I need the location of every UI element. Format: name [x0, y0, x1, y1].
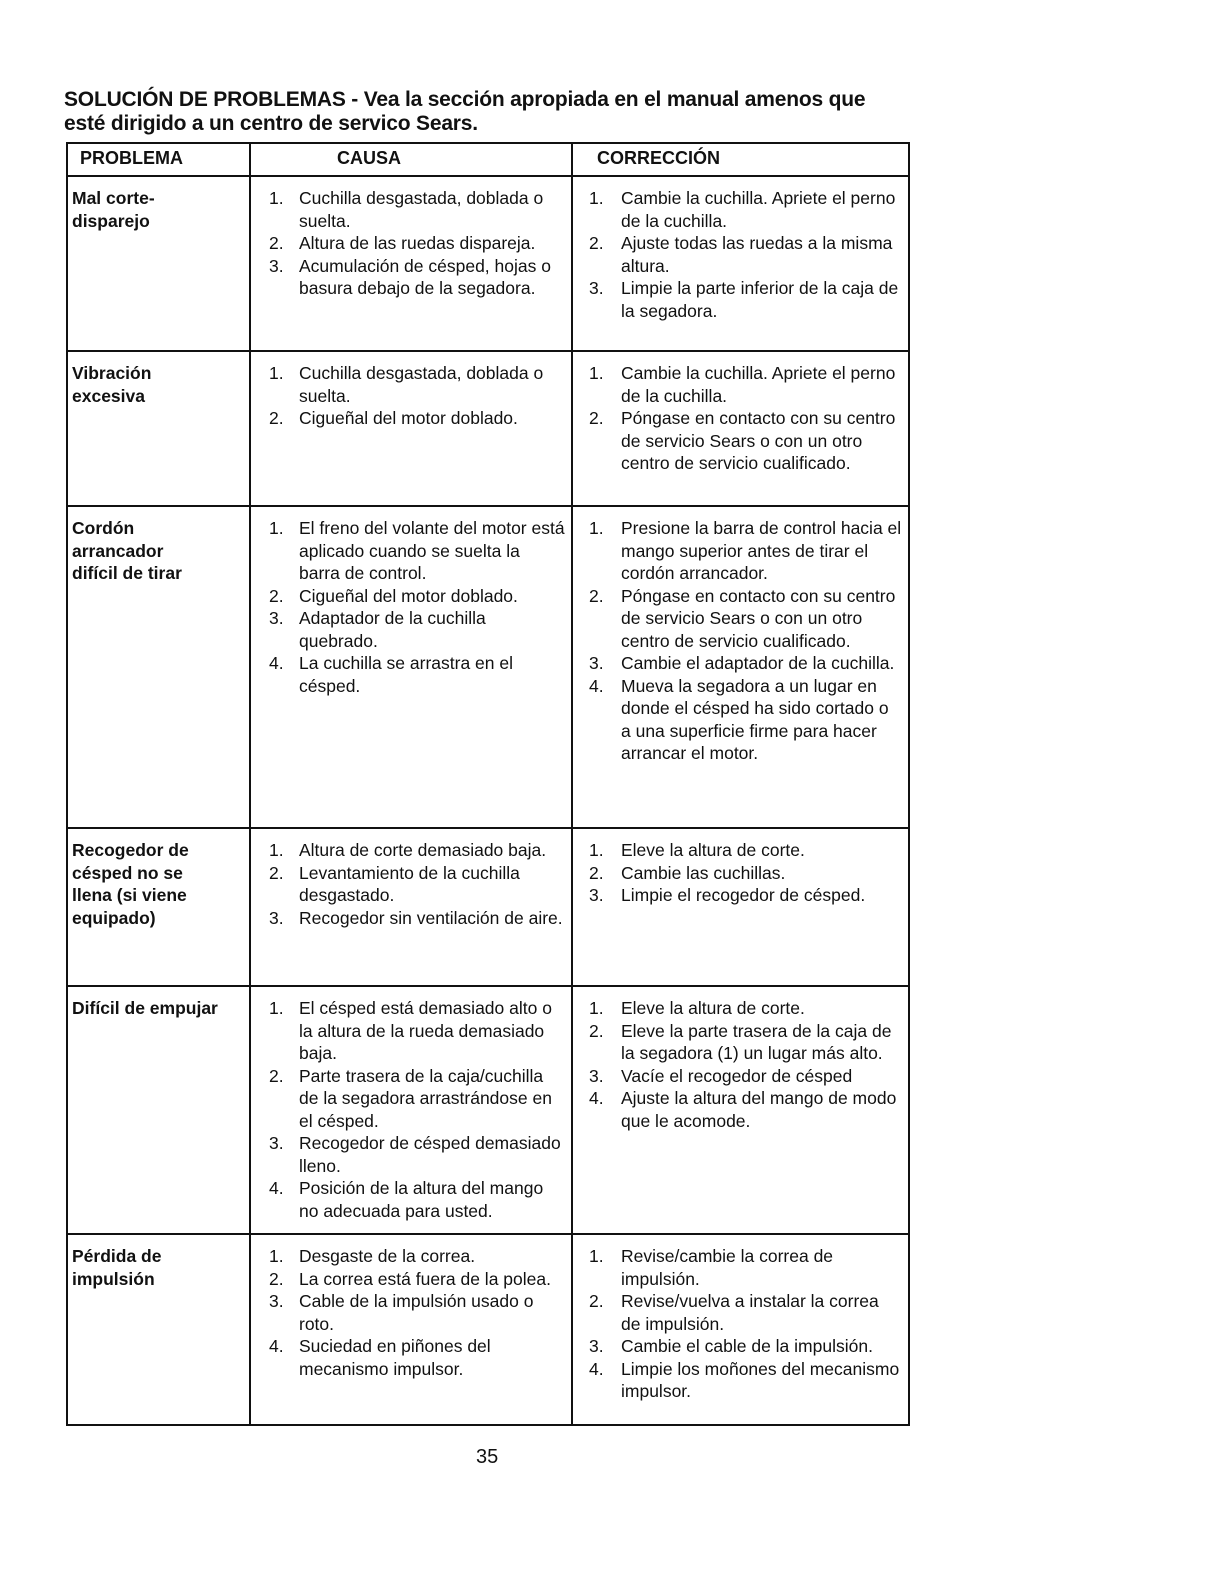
problem-line: Recogedor de: [72, 840, 189, 860]
correction-number: 4.: [589, 1088, 604, 1108]
correction-cell: [572, 176, 909, 351]
correction-text: Cambie el adaptador de la cuchilla.: [621, 653, 895, 673]
cause-number: 2.: [269, 1268, 284, 1289]
correction-item: [577, 517, 902, 585]
table-row: [67, 828, 909, 986]
table-row: [67, 1234, 909, 1425]
correction-item: [577, 839, 902, 862]
problem-cell: [67, 506, 250, 828]
correction-text: Presione la barra de control hacia el mango superior antes de tirar el cordón arrancador.: [621, 518, 902, 583]
correction-item: [577, 997, 902, 1020]
correction-number: 4.: [589, 675, 604, 696]
column-header-problema: PROBLEMA: [67, 143, 250, 176]
cause-text: Cigueñal del motor doblado.: [299, 408, 518, 428]
cause-text: Cable de la impulsión usado o roto.: [299, 1291, 534, 1334]
correction-text: Vacíe el recogedor de césped: [621, 1065, 853, 1086]
correction-text: Póngase en contacto con su centro de servicio Sears o con un otro centro de servicio cualificado.: [621, 585, 896, 651]
table-row: [67, 351, 909, 506]
correction-number: 3.: [589, 278, 604, 298]
cause-item: [255, 187, 565, 232]
correction-text: Ajuste todas las ruedas a la misma altura.: [621, 233, 893, 276]
correction-text: Limpie el recogedor de césped.: [621, 885, 866, 905]
correction-text: Póngase en contacto con su centro de servicio Sears o con un otro centro de servicio cualificado.: [621, 408, 896, 473]
cause-text: Cuchilla desgastada, doblada o suelta.: [299, 363, 544, 406]
cause-list: [255, 997, 565, 1222]
correction-number: 1.: [589, 1246, 604, 1266]
cause-number: 2.: [269, 408, 284, 428]
cause-list: [255, 187, 565, 300]
cause-item: [255, 652, 565, 697]
correction-item: [577, 652, 902, 675]
cause-text: Acumulación de césped, hojas o basura debajo de la segadora.: [299, 255, 551, 298]
page-heading: [64, 88, 924, 136]
correction-cell: [572, 986, 909, 1234]
cause-item: [255, 232, 565, 255]
correction-text: Limpie los moñones del mecanismo impulsor.: [621, 1358, 900, 1401]
correction-number: 3.: [589, 653, 604, 673]
cause-number: 1.: [269, 188, 284, 208]
problem-line: Pérdida de: [72, 1246, 162, 1266]
correction-text: Revise/cambie la correa de impulsión.: [621, 1246, 834, 1289]
problem-line: Cordón: [72, 518, 135, 538]
correction-item: [577, 232, 902, 277]
page-number: 35: [476, 1446, 499, 1468]
cause-number: 1.: [269, 1246, 284, 1266]
correction-item: [577, 362, 902, 407]
problem-line: arrancador: [72, 540, 164, 561]
correction-number: 1.: [589, 363, 604, 383]
cause-list: [255, 839, 565, 929]
cause-item: [255, 607, 565, 652]
cause-number: 4.: [269, 653, 284, 673]
correction-list: [577, 517, 902, 765]
cause-text: Cuchilla desgastada, doblada o suelta.: [299, 188, 544, 231]
correction-cell: [572, 828, 909, 986]
cause-number: 3.: [269, 608, 284, 628]
problem-line: excesiva: [72, 385, 145, 406]
problem-cell: [67, 986, 250, 1234]
correction-item: [577, 1358, 902, 1403]
problem-cell: [67, 176, 250, 351]
cause-item: [255, 255, 565, 300]
cause-item: [255, 1290, 565, 1335]
cause-item: [255, 517, 565, 585]
correction-list: [577, 362, 902, 475]
table-body: [67, 176, 909, 1425]
correction-text: Mueva la segadora a un lugar en donde el césped ha sido cortado o a una superficie firme para hacer arrancar el motor.: [621, 675, 889, 763]
problem-line: Difícil de empujar: [72, 998, 218, 1018]
cause-number: 1.: [269, 518, 284, 538]
cause-number: 4.: [269, 1178, 284, 1198]
table-row: [67, 986, 909, 1234]
cause-text: El césped está demasiado alto o la altura de la rueda demasiado baja.: [299, 998, 552, 1063]
correction-item: [577, 1290, 902, 1335]
correction-number: 3.: [589, 885, 604, 905]
problem-line: Vibración: [72, 363, 152, 383]
correction-number: 3.: [589, 1336, 604, 1356]
correction-list: [577, 187, 902, 322]
cause-text: La correa está fuera de la polea.: [299, 1268, 551, 1289]
cause-item: [255, 362, 565, 407]
correction-text: Cambie la cuchilla. Apriete el perno de la cuchilla.: [621, 363, 896, 406]
correction-number: 1.: [589, 998, 604, 1018]
problem-line: impulsión: [72, 1268, 155, 1289]
problem-line: disparejo: [72, 210, 150, 231]
correction-text: Eleve la parte trasera de la caja de la segadora (1) un lugar más alto.: [621, 1020, 892, 1063]
correction-number: 4.: [589, 1358, 604, 1379]
cause-text: Altura de las ruedas dispareja.: [299, 233, 536, 253]
problem-line: llena (si viene: [72, 885, 187, 905]
cause-item: [255, 1132, 565, 1177]
problem-line: difícil de tirar: [72, 563, 182, 583]
cause-number: 1.: [269, 998, 284, 1018]
cause-text: Suciedad en piñones del mecanismo impulsor.: [299, 1336, 491, 1379]
correction-text: Revise/vuelva a instalar la correa de impulsión.: [621, 1291, 879, 1334]
cause-item: [255, 1268, 565, 1291]
correction-number: 2.: [589, 408, 604, 428]
correction-item: [577, 884, 902, 907]
cause-cell: [250, 176, 572, 351]
correction-item: [577, 1065, 902, 1088]
correction-number: 3.: [589, 1065, 604, 1086]
cause-text: Posición de la altura del mango no adecuada para usted.: [299, 1178, 544, 1221]
correction-item: [577, 1245, 902, 1290]
cause-cell: [250, 828, 572, 986]
correction-item: [577, 277, 902, 322]
problem-line: césped no se: [72, 862, 183, 883]
cause-cell: [250, 986, 572, 1234]
cause-text: Recogedor sin ventilación de aire.: [299, 907, 563, 928]
cause-number: 3.: [269, 1291, 284, 1311]
column-header-correccion: CORRECCIÓN: [572, 143, 909, 176]
correction-number: 2.: [589, 862, 604, 883]
correction-number: 1.: [589, 188, 604, 208]
correction-cell: [572, 506, 909, 828]
cause-cell: [250, 1234, 572, 1425]
cause-number: 2.: [269, 233, 284, 253]
correction-number: 2.: [589, 1020, 604, 1041]
correction-number: 1.: [589, 518, 604, 538]
problem-line: Mal corte-: [72, 188, 155, 208]
cause-text: Recogedor de césped demasiado lleno.: [299, 1133, 561, 1176]
table-header-row: [67, 143, 909, 176]
correction-text: Cambie las cuchillas.: [621, 862, 786, 883]
cause-item: [255, 997, 565, 1065]
cause-number: 1.: [269, 840, 284, 860]
correction-cell: [572, 351, 909, 506]
cause-number: 1.: [269, 363, 284, 383]
heading-line-1: SOLUCIÓN DE PROBLEMAS - Vea la sección apropiada en el manual amenos que: [64, 88, 866, 111]
cause-cell: [250, 506, 572, 828]
cause-number: 2.: [269, 585, 284, 606]
cause-item: [255, 1245, 565, 1268]
cause-text: Parte trasera de la caja/cuchilla de la segadora arrastrándose en el césped.: [299, 1065, 552, 1131]
correction-number: 2.: [589, 233, 604, 253]
cause-number: 4.: [269, 1336, 284, 1356]
correction-number: 2.: [589, 585, 604, 606]
cause-list: [255, 362, 565, 430]
problem-cell: [67, 828, 250, 986]
cause-number: 3.: [269, 907, 284, 928]
problem-cell: [67, 351, 250, 506]
cause-item: [255, 1177, 565, 1222]
cause-text: La cuchilla se arrastra en el césped.: [299, 653, 513, 696]
correction-cell: [572, 1234, 909, 1425]
column-header-causa: CAUSA: [250, 143, 572, 176]
correction-item: [577, 1087, 902, 1132]
correction-text: Eleve la altura de corte.: [621, 998, 805, 1018]
correction-item: [577, 862, 902, 885]
correction-item: [577, 585, 902, 653]
table-row: [67, 176, 909, 351]
cause-list: [255, 1245, 565, 1380]
correction-item: [577, 675, 902, 765]
cause-text: El freno del volante del motor está aplicado cuando se suelta la barra de control.: [299, 518, 565, 583]
problem-line: equipado): [72, 907, 156, 928]
cause-text: Cigueñal del motor doblado.: [299, 585, 518, 606]
cause-item: [255, 907, 565, 930]
cause-text: Desgaste de la correa.: [299, 1246, 476, 1266]
cause-cell: [250, 351, 572, 506]
cause-item: [255, 407, 565, 430]
cause-item: [255, 1065, 565, 1133]
cause-number: 3.: [269, 255, 284, 276]
table-row: [67, 506, 909, 828]
cause-item: [255, 862, 565, 907]
cause-text: Levantamiento de la cuchilla desgastado.: [299, 862, 520, 905]
cause-item: [255, 1335, 565, 1380]
problem-cell: [67, 1234, 250, 1425]
troubleshooting-table: [66, 142, 910, 1426]
correction-list: [577, 839, 902, 907]
correction-text: Cambie la cuchilla. Apriete el perno de la cuchilla.: [621, 188, 896, 231]
correction-list: [577, 1245, 902, 1403]
correction-item: [577, 407, 902, 475]
correction-item: [577, 187, 902, 232]
heading-line-2: esté dirigido a un centro de servico Sears.: [64, 112, 478, 135]
cause-item: [255, 839, 565, 862]
cause-text: Adaptador de la cuchilla quebrado.: [299, 608, 486, 651]
cause-number: 2.: [269, 1065, 284, 1086]
correction-item: [577, 1020, 902, 1065]
correction-list: [577, 997, 902, 1132]
correction-number: 1.: [589, 840, 604, 860]
correction-item: [577, 1335, 902, 1358]
cause-text: Altura de corte demasiado baja.: [299, 840, 547, 860]
cause-item: [255, 585, 565, 608]
cause-number: 3.: [269, 1133, 284, 1153]
correction-text: Eleve la altura de corte.: [621, 840, 805, 860]
cause-list: [255, 517, 565, 697]
cause-number: 2.: [269, 862, 284, 883]
correction-number: 2.: [589, 1291, 604, 1311]
correction-text: Cambie el cable de la impulsión.: [621, 1336, 873, 1356]
correction-text: Limpie la parte inferior de la caja de la segadora.: [621, 278, 899, 321]
correction-text: Ajuste la altura del mango de modo que le acomode.: [621, 1088, 897, 1131]
